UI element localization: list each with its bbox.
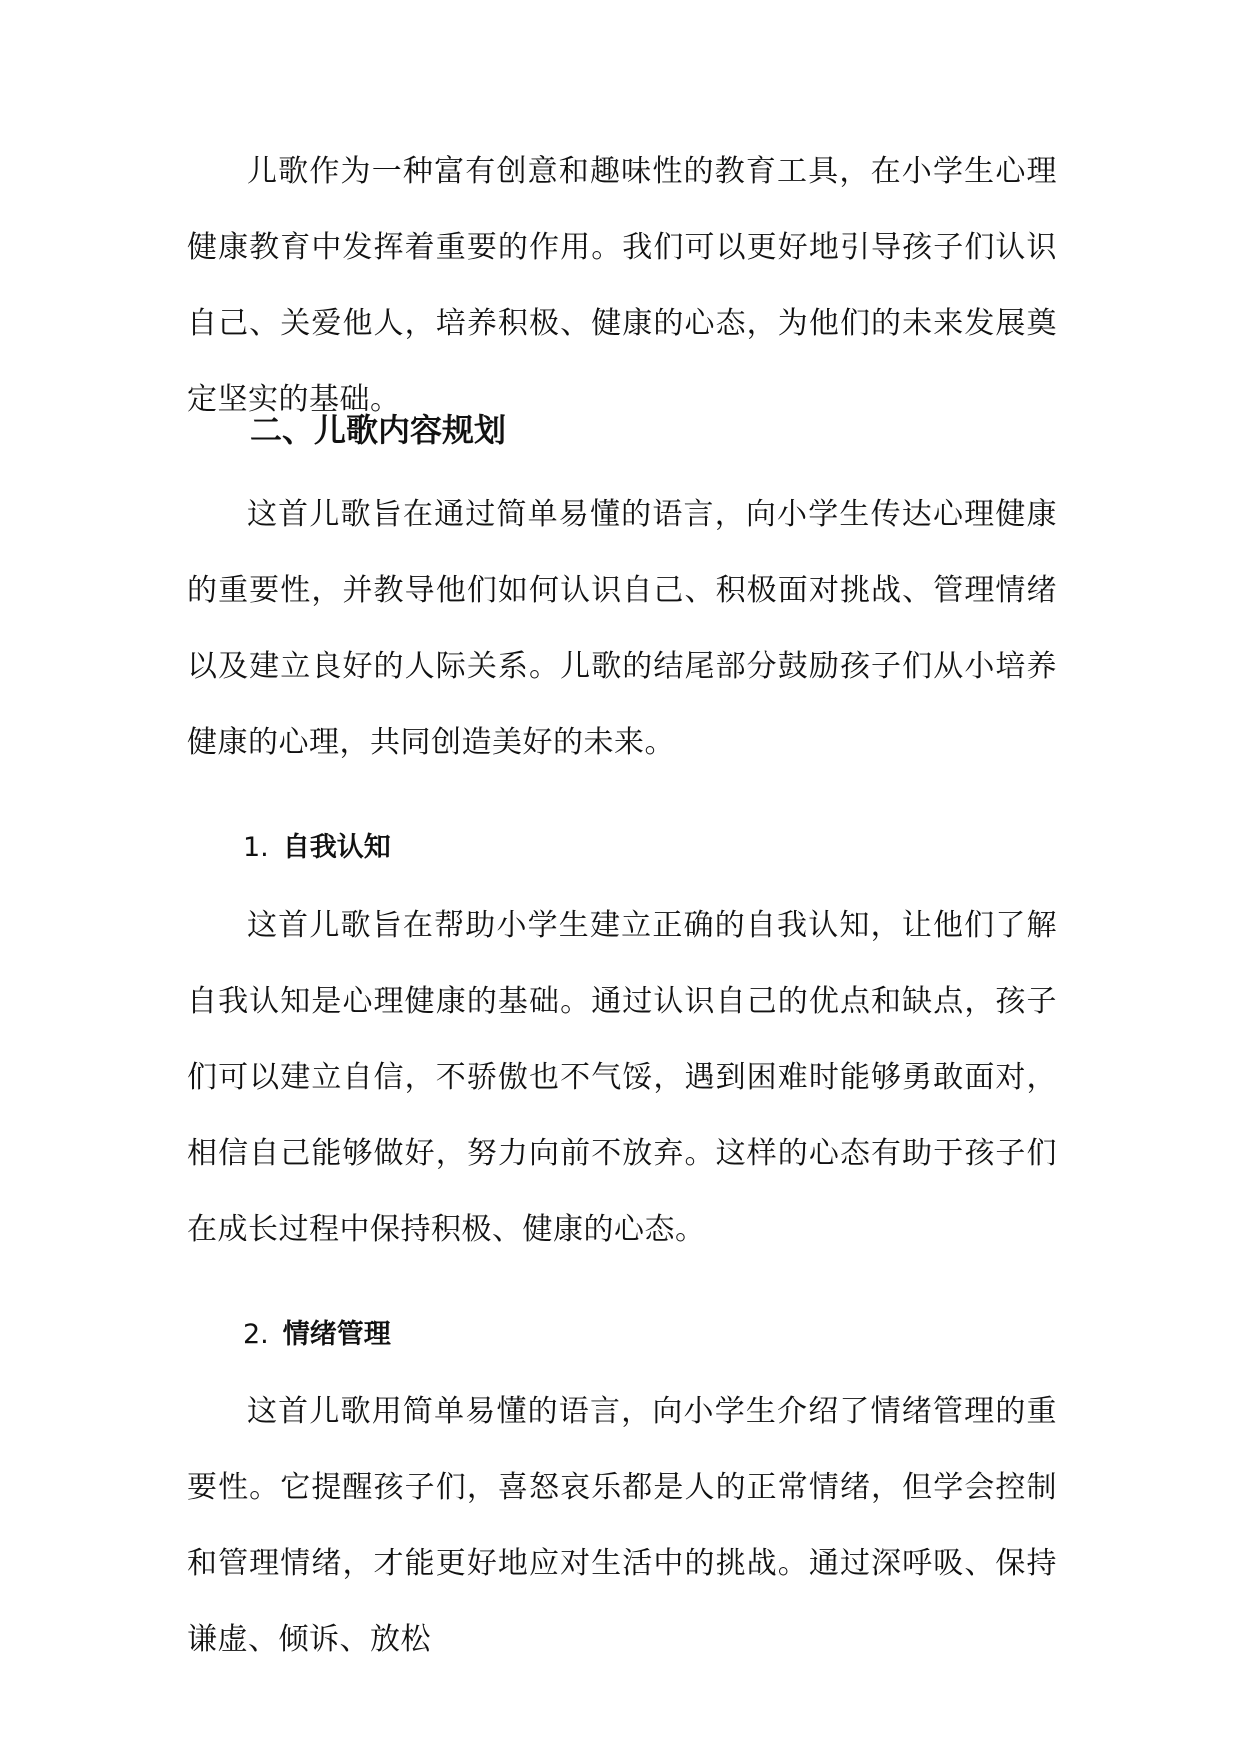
subheading-emotion-management	[243, 1315, 391, 1355]
subheading-title: 自我认知	[282, 832, 391, 863]
paragraph-self-awareness: 这首儿歌旨在帮助小学生建立正确的自我认知，让他们了解自我认知是心理健康的基础。通过认识自己的优点和缺点，孩子们可以建立自信，不骄傲也不气馁，遇到困难时能够勇敢面对，相信自己能够做好，努力向前不放弃。这样的心态有助于孩子们在成长过程中保持积极、健康的心态。	[187, 908, 1057, 1247]
paragraph-intro: 儿歌作为一种富有创意和趣味性的教育工具，在小学生心理健康教育中发挥着重要的作用。我们可以更好地引导孩子们认识自己、关爱他人，培养积极、健康的心态，为他们的未来发展奠定坚实的基础。	[187, 154, 1057, 417]
subheading-number: 1.	[243, 832, 269, 863]
section-heading-content-plan: 二、儿歌内容规划	[250, 411, 507, 449]
subheading-title: 情绪管理	[282, 1319, 391, 1350]
subheading-number: 2.	[243, 1319, 269, 1350]
subheading-self-awareness	[243, 828, 391, 868]
paragraph-emotion-management: 这首儿歌用简单易懂的语言，向小学生介绍了情绪管理的重要性。它提醒孩子们，喜怒哀乐都是人的正常情绪，但学会控制和管理情绪，才能更好地应对生活中的挑战。通过深呼吸、保持谦虚、倾诉、放松	[187, 1394, 1057, 1657]
paragraph-content-plan: 这首儿歌旨在通过简单易懂的语言，向小学生传达心理健康的重要性，并教导他们如何认识自己、积极面对挑战、管理情绪以及建立良好的人际关系。儿歌的结尾部分鼓励孩子们从小培养健康的心理，共同创造美好的未来。	[187, 497, 1057, 760]
